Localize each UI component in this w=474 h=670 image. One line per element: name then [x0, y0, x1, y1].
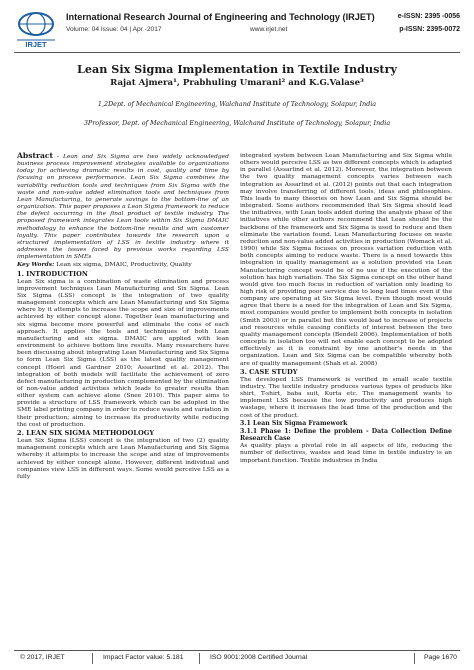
volume-issue: Volume: 04 Issue: 04 | Apr -2017 — [66, 26, 162, 33]
abstract-text: - Lean and Six Sigma are two widely acknowledged business process improvement strategies available to organizations today for achieving dramatic results in cost, quality and time by focusing on process performance. Lean Six Sigma combines the variability reduction tools and techniques from Six Sigma with the waste and non-value added elimination tools and techniques from Lean Manufacturing, to generate savings to the bottom-line of an organization. This paper proposes a Lean Sigma framework to reduce the defect occurring in the final product of textile industry. The proposed framework integrates Lean tools within Six Sigma DMAIC methodology to enhance the bottom-line results and win customer loyalty. This paper contributes towards the research upon a structured implementation of LSS in textile industry where it addresses the issues faced by previous works regarding LSS implementation in SMEs — [17, 153, 229, 261]
footer-impact-factor: Impact Factor value: 5.181 — [103, 654, 184, 661]
methodology-continued-text: integrated system between Lean Manufacturing and Six Sigma while others would perceive LSS as two different concepts which is adapted in parallel (Assarlind et al. 2012). Moreover, the integration between the two quality management concepts varies between each integration as Assarlind et al. (2012) points out that each integration may involve transferring of different tools, ideas and philosophies. This leads to many theories on how Lean and Six Sigma should be integrated. Some authors recommended that Six Sigma should lead the initiatives, with Lean tools added during the analysis phase of the initiatives while other authors recommend that Lean should be the backbone of the framework and Six Sigma is used to reduce and then eliminate the variation found. Lean Manufacturing focuses on waste reduction and non-value added activities in production (Womack et al. 1990) while Six Sigma focuses on process variation reduction with both concepts aiming to reduce waste. There is a need towards this integration in quality management as a solution provided via Lean Manufacturing concept would be of no use if the execution of the solution has high variation. The Six Sigma concept on the other hand would give too much focus in reduction of variation only leading to high risk of providing poor service due to long lead times even if the company are operating at Six Sigma level. Even though most would agree that there is a need for the integration of Lean and Six Sigma, most companies would prefer to implement both concepts in isolation (Smith 2003) or in parallel but this would lead to increase of projects and resources while causing conflicts of interest between the two quality management concepts (Bendell 2006). Implementation of both concepts in isolation too will not enable each concept to be adopted effectively as it is constraint by one another's needs in the organization. Lean and Six Sigma can be compatible whereby both are of quality management (Shah et al. 2008) — [240, 152, 452, 367]
case-study-text: The developed LSS framework is verified in small scale textile industry. The textile industry produces various types of products like shirt, T-shirt, baba suit, Kurta etc. The management wants to implement LSS because the low productivity and produces high wastage, where it increases the lead time of the production and the cost of the product. — [240, 375, 452, 419]
header-divider — [14, 52, 460, 53]
phase1-text: As quality plays a pivotal role in all aspects of life, reducing the number of defectives, wastes and lead time in textile industry is an important function. Textile industries in India — [240, 442, 452, 464]
abstract-label: Abstract — [17, 151, 54, 160]
methodology-text: Lean Six Sigma (LSS) concept is the integration of two (2) quality management concepts which are Lean Manufacturing and Six Sigma whereby it attempts to increase the scope and size of improvements achieved by either concept alone. However, different individual and companies view LSS in different ways. Some would perceive LSS as a fully — [17, 437, 229, 480]
left-column — [17, 152, 229, 480]
section-heading-introduction: 1. INTRODUCTION — [17, 269, 88, 278]
paper-authors: Rajat Ajmera¹, Prabhuling Umarani² and K.G.Valase³ — [110, 78, 364, 88]
footer-separator — [92, 653, 93, 664]
footer-separator — [414, 653, 415, 664]
journal-header — [14, 10, 460, 50]
footer-separator — [199, 653, 200, 664]
pissn: p-ISSN: 2395-0072 — [399, 26, 460, 33]
introduction-text: Lean Six sigma is a combination of waste elimination and process improvement techniques Lean Manufacturing and Six Sigma. Lean Six Sigma (LSS) concept is the integration of two quality management concepts which are Lean Manufacturing and Six Sigma where by it attempts to increase the scope and size of improvements achieved by either concept alone. Together lean manufacturing and six sigma become more powerful and eliminate the cons of each approach. It applies the tools and techniques of both Lean manufacturing and six sigma. DMAIC are applied with lean environment to achieve bottom line results. Many researchers have been discussing about integrating Lean Manufacturing and Six Sigma to form Lean Six Sigma (LSS) as the latest quality management concept (Hoerl and Gardner 2010; Assarlind et al. 2012). The integration of both models will facilitate the achievement of zero defect manufacturing in production complemented by the elimination of non-value added activities which leads to greater results than either system can achieve alone (Snee 2010). This paper aims to provide a structure of LSS framework which can be adopted in the SME label printing company in order to reduce waste and variation in their production; aiming to increase its productivity while reducing the cost of production. — [17, 277, 229, 428]
paper-title: Lean Six Sigma Implementation in Textile Industry — [77, 62, 397, 76]
affiliation-2: 3Professor, Dept. of Mechanical Engineering, Walchand Institute of Technology, Solapur, India — [83, 119, 391, 127]
affiliation-1: 1,2Dept. of Mechanical Engineering, Walchand Institute of Technology, Solapur, India — [97, 100, 377, 108]
footer-copyright: © 2017, IRJET — [20, 654, 65, 661]
footer-iso: ISO 9001:2008 Certified Journal — [210, 654, 308, 661]
irjet-logo-icon — [14, 10, 58, 48]
eissn: e-ISSN: 2395 -0056 — [397, 13, 460, 20]
subsection-heading-framework: 3.1 Lean Six Sigma Framework — [240, 419, 348, 427]
section-heading-methodology: 2. LEAN SIX SIGMA METHODOLOGY — [17, 428, 155, 437]
abstract — [17, 152, 229, 260]
keywords-text: Lean six sigma, DMAIC, Productivity, Quality — [54, 261, 192, 269]
footer-page-number: Page 1670 — [424, 654, 457, 661]
keywords-label: Key Words: — [17, 261, 55, 269]
logo-text: IRJET — [25, 40, 47, 48]
keywords — [17, 261, 229, 268]
section-heading-case-study: 3. CASE STUDY — [240, 367, 298, 376]
journal-title: International Research Journal of Engineering and Technology (IRJET) — [66, 12, 375, 22]
journal-url[interactable]: www.irjet.net — [250, 26, 288, 33]
subsection-heading-phase1: 3.1.1 Phase 1: Define the problem - Data Collection Define Research Case — [240, 427, 452, 443]
footer-divider — [14, 650, 460, 651]
right-column — [240, 152, 452, 464]
